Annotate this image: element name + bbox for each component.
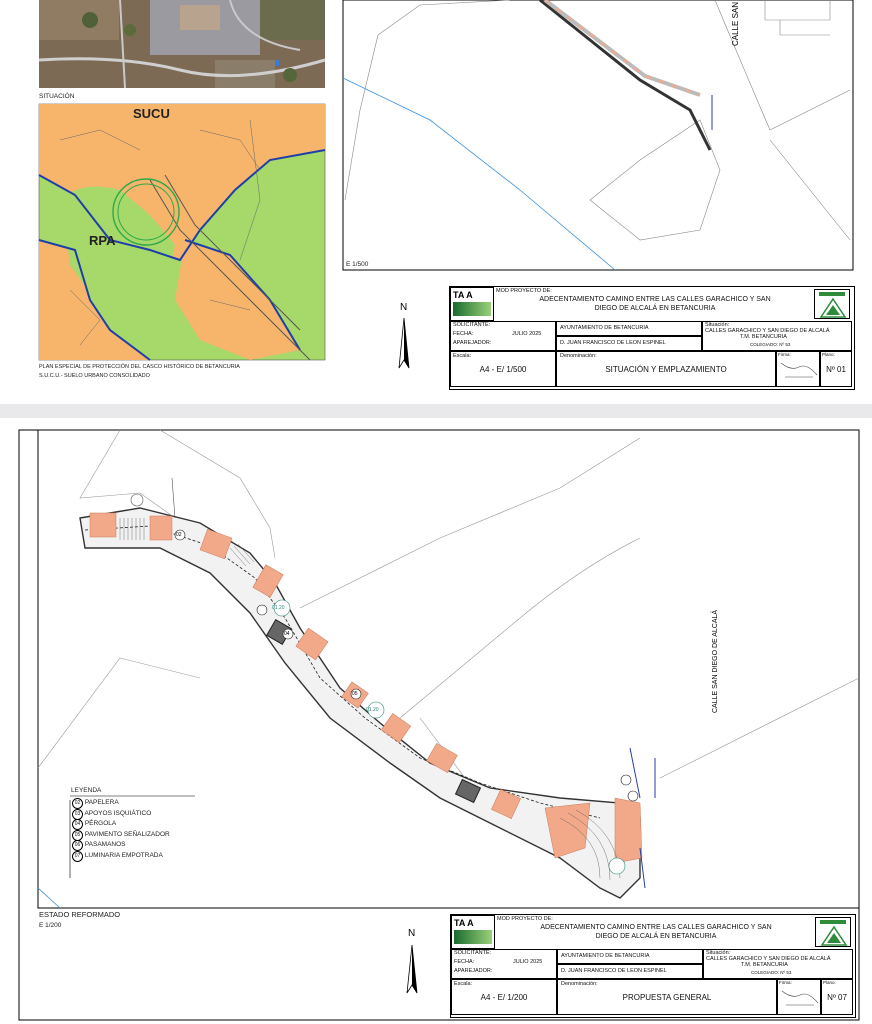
situacion-line2: T.M. BETANCURIA bbox=[740, 334, 787, 340]
fecha-value: JULIO 2025 bbox=[513, 959, 543, 965]
solicitante-value: AYUNTAMIENTO DE BETANCURIA bbox=[560, 325, 649, 331]
aparejador-label: APAREJADOR: bbox=[454, 968, 493, 974]
council-logo bbox=[815, 917, 851, 947]
logo: TA A bbox=[450, 287, 494, 321]
street-label-2: CALLE SAN DIEGO DE ALCALÁ bbox=[712, 609, 719, 713]
plano-label: Plano: bbox=[823, 980, 836, 985]
denominacion-value: SITUACIÓN Y EMPLAZAMIENTO bbox=[605, 365, 727, 374]
situacion-line1: CALLES GARACHICO Y SAN DIEGO DE ALCALÁ bbox=[706, 956, 831, 962]
denominacion-label: Denominación: bbox=[560, 353, 597, 359]
escala-value: A4 - E/ 1/500 bbox=[479, 365, 527, 374]
council-logo bbox=[814, 289, 850, 319]
fecha-value: JULIO 2025 bbox=[512, 331, 542, 337]
legend-item: 02 PAPELERA bbox=[72, 798, 170, 809]
title-block-2 bbox=[450, 914, 856, 1018]
legend-item: 03 APOYOS ISQUIÁTICO bbox=[72, 809, 170, 820]
street-label: CALLE SAN bbox=[731, 1, 740, 46]
firma-label: Firma: bbox=[778, 352, 791, 357]
plan-caption: PLAN ESPECIAL DE PROTECCIÓN DEL CASCO HISTÓRICO DE BETANCURIA bbox=[39, 364, 240, 370]
title-block bbox=[449, 286, 855, 390]
project-title-line1: ADECENTAMIENTO CAMINO ENTRE LAS CALLES GARACHICO Y SAN bbox=[540, 924, 772, 931]
solicitante-value: AYUNTAMIENTO DE BETANCURIA bbox=[561, 953, 650, 959]
denominacion-value: PROPUESTA GENERAL bbox=[622, 993, 712, 1002]
legend-title: LEYENDA bbox=[71, 787, 102, 794]
escala-label: Escala: bbox=[453, 353, 472, 359]
fecha-label: FECHA: bbox=[453, 331, 474, 337]
mod-proyecto-label: MOD PROYECTO DE: bbox=[496, 288, 552, 294]
solicitante-label: SOLICITANTE: bbox=[454, 950, 492, 956]
legend-item: 05 PAVIMENTO SEÑALIZADOR bbox=[72, 830, 170, 841]
logo: TA A bbox=[451, 915, 495, 949]
plano-value: Nº 07 bbox=[827, 993, 847, 1002]
project-title-line2: DIEGO DE ALCALÁ EN BETANCURIA bbox=[595, 933, 717, 940]
estado-label: ESTADO REFORMADO bbox=[39, 910, 121, 919]
colegiado: COLEGIADO: Nº 53 bbox=[750, 342, 791, 347]
legend-item: 06 PASAMANOS bbox=[72, 840, 170, 851]
escala-value: A4 - E/ 1/200 bbox=[480, 993, 528, 1002]
signature-sketch bbox=[780, 987, 820, 1009]
aparejador-label: APAREJADOR: bbox=[453, 340, 492, 346]
tag-120-b: 01.20 bbox=[366, 707, 379, 713]
legend-item: 04 PÉRGOLA bbox=[72, 819, 170, 830]
scale-note-2: E 1/200 bbox=[39, 922, 62, 929]
situacion-line1: CALLES GARACHICO Y SAN DIEGO DE ALCALÁ bbox=[705, 328, 830, 334]
zone-label-sucu: SUCU bbox=[133, 106, 170, 121]
north-label-2: N bbox=[408, 928, 416, 939]
tag-120: 01.20 bbox=[272, 605, 285, 611]
situacion-label: SITUACIÓN bbox=[39, 93, 75, 100]
mod-proyecto-label: MOD PROYECTO DE: bbox=[497, 916, 553, 922]
legend-list bbox=[72, 798, 170, 861]
project-title-line2: DIEGO DE ALCALÁ EN BETANCURIA bbox=[594, 305, 716, 312]
colegiado: COLEGIADO: Nº 53 bbox=[751, 970, 792, 975]
site-plan-500 bbox=[343, 0, 853, 270]
situacion-title-label: Situación: bbox=[705, 322, 730, 328]
aparejador-value: D. JUAN FRANCISCO DE LEON ESPINEL bbox=[561, 968, 667, 974]
tag-04: 04 bbox=[284, 631, 290, 637]
signature-sketch bbox=[779, 359, 819, 381]
scale-note: E 1/500 bbox=[346, 261, 369, 268]
fecha-label: FECHA: bbox=[454, 959, 475, 965]
denominacion-label: Denominación: bbox=[561, 981, 598, 987]
escala-label: Escala: bbox=[454, 981, 473, 987]
plan-sheet-07 bbox=[0, 418, 872, 1024]
plano-value: Nº 01 bbox=[826, 365, 846, 374]
aerial-photo bbox=[39, 0, 325, 88]
plan-caption-sucu: S.U.C.U.- SUELO URBANO CONSOLIDADO bbox=[39, 373, 150, 379]
plano-label: Plano: bbox=[822, 352, 835, 357]
situacion-line2: T.M. BETANCURIA bbox=[741, 962, 788, 968]
tag-05: 05 bbox=[352, 691, 358, 697]
project-title-line1: ADECENTAMIENTO CAMINO ENTRE LAS CALLES GARACHICO Y SAN bbox=[539, 296, 771, 303]
zoning-map bbox=[39, 104, 325, 360]
north-arrow bbox=[399, 318, 409, 368]
legend-item: 07 LUMINARIA EMPOTRADA bbox=[72, 851, 170, 862]
situacion-title-label: Situación: bbox=[706, 950, 731, 956]
tag-02: 02 bbox=[176, 532, 182, 538]
firma-label: Firma: bbox=[779, 980, 792, 985]
zone-label-rpa: RPA bbox=[89, 233, 116, 248]
plan-sheet-01 bbox=[0, 0, 872, 404]
aparejador-value: D. JUAN FRANCISCO DE LEON ESPINEL bbox=[560, 340, 666, 346]
north-label: N bbox=[400, 302, 408, 313]
solicitante-label: SOLICITANTE: bbox=[453, 322, 491, 328]
